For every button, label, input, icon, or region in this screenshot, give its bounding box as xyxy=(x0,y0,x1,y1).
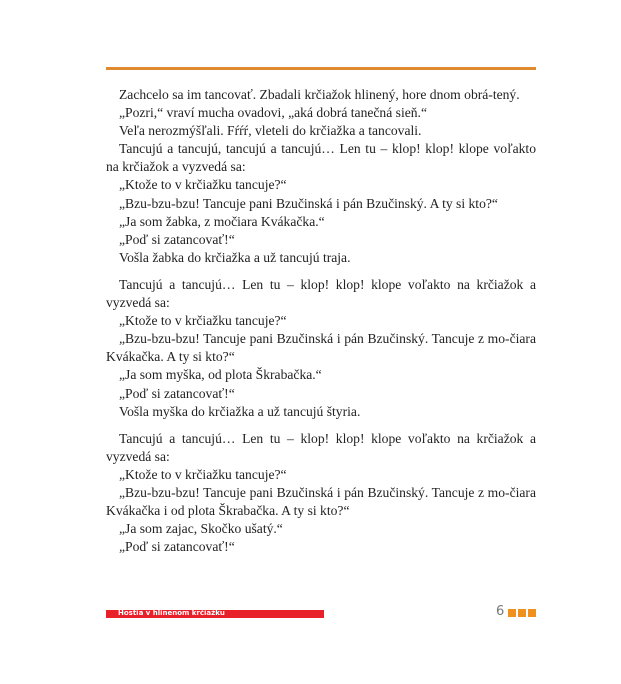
paragraph: „Ja som myška, od plota Škrabačka.“ xyxy=(119,367,322,383)
decor-square xyxy=(528,609,536,617)
paragraph: „Poď si zatancovať!“ xyxy=(119,231,235,247)
paragraph: Tancujú a tancujú… Len tu – klop! klop! klope voľakto na krčiažok a vyzvedá sa: xyxy=(106,430,536,464)
paragraph: Tancujú a tancujú… Len tu – klop! klop! klope voľakto na krčiažok a vyzvedá sa: xyxy=(106,276,536,311)
paragraph: „Pozri,“ vraví mucha ovadovi, „aká dobrá tanečná sieň.“ xyxy=(119,105,427,121)
paragraph: Tancujú a tancujú, tancujú a tancujú… Len tu – klop! klop! klope voľakto na krčiažok a vyzvedá sa: xyxy=(106,141,536,175)
paragraph: „Ja som zajac, Skočko ušatý.“ xyxy=(119,521,283,537)
paragraph: „Poď si zatancovať!“ xyxy=(119,385,235,401)
paragraph: „Ja som žabka, z močiara Kvákačka.“ xyxy=(119,213,325,229)
section-gap xyxy=(106,421,536,430)
page-number: 6 xyxy=(496,604,505,619)
paragraph: „Bzu-bzu-bzu! Tancuje pani Bzučinská i pán Bzučinský. A ty si kto?“ xyxy=(119,195,498,211)
paragraph: „Ktože to v krčiažku tancuje?“ xyxy=(119,466,287,482)
paragraph: Veľa nerozmýšľali. Fŕŕŕ, vleteli do krčiažka a tancovali. xyxy=(119,123,422,139)
paragraph: Vošla žabka do krčiažka a už tancujú traja. xyxy=(119,249,351,265)
paragraph: Zachcelo sa im tancovať. Zbadali krčiažok hlinený, hore dnom obrá-tený. xyxy=(119,87,520,102)
footer-title-bar xyxy=(106,610,324,618)
header-rule xyxy=(106,67,536,70)
decor-square xyxy=(508,609,516,617)
paragraph: „Poď si zatancovať!“ xyxy=(119,539,235,555)
footer-title: Hostia v hlinenom krčiažku xyxy=(118,609,225,617)
paragraph: „Ktože to v krčiažku tancuje?“ xyxy=(119,313,287,329)
paragraph: „Bzu-bzu-bzu! Tancuje pani Bzučinská i pán Bzučinský. Tancuje z mo-čiara Kvákačka. A ty si kto?“ xyxy=(106,331,536,365)
paragraph: Vošla myška do krčiažka a už tancujú štyria. xyxy=(119,403,361,419)
paragraph: „Ktože to v krčiažku tancuje?“ xyxy=(119,177,287,193)
decor-square xyxy=(518,609,526,617)
section-gap xyxy=(106,267,536,276)
paragraph: „Bzu-bzu-bzu! Tancuje pani Bzučinská i pán Bzučinský. Tancuje z mo-čiara Kvákačka i od plota Škrabačka. A ty si kto?“ xyxy=(106,484,536,519)
story-text xyxy=(106,86,536,556)
